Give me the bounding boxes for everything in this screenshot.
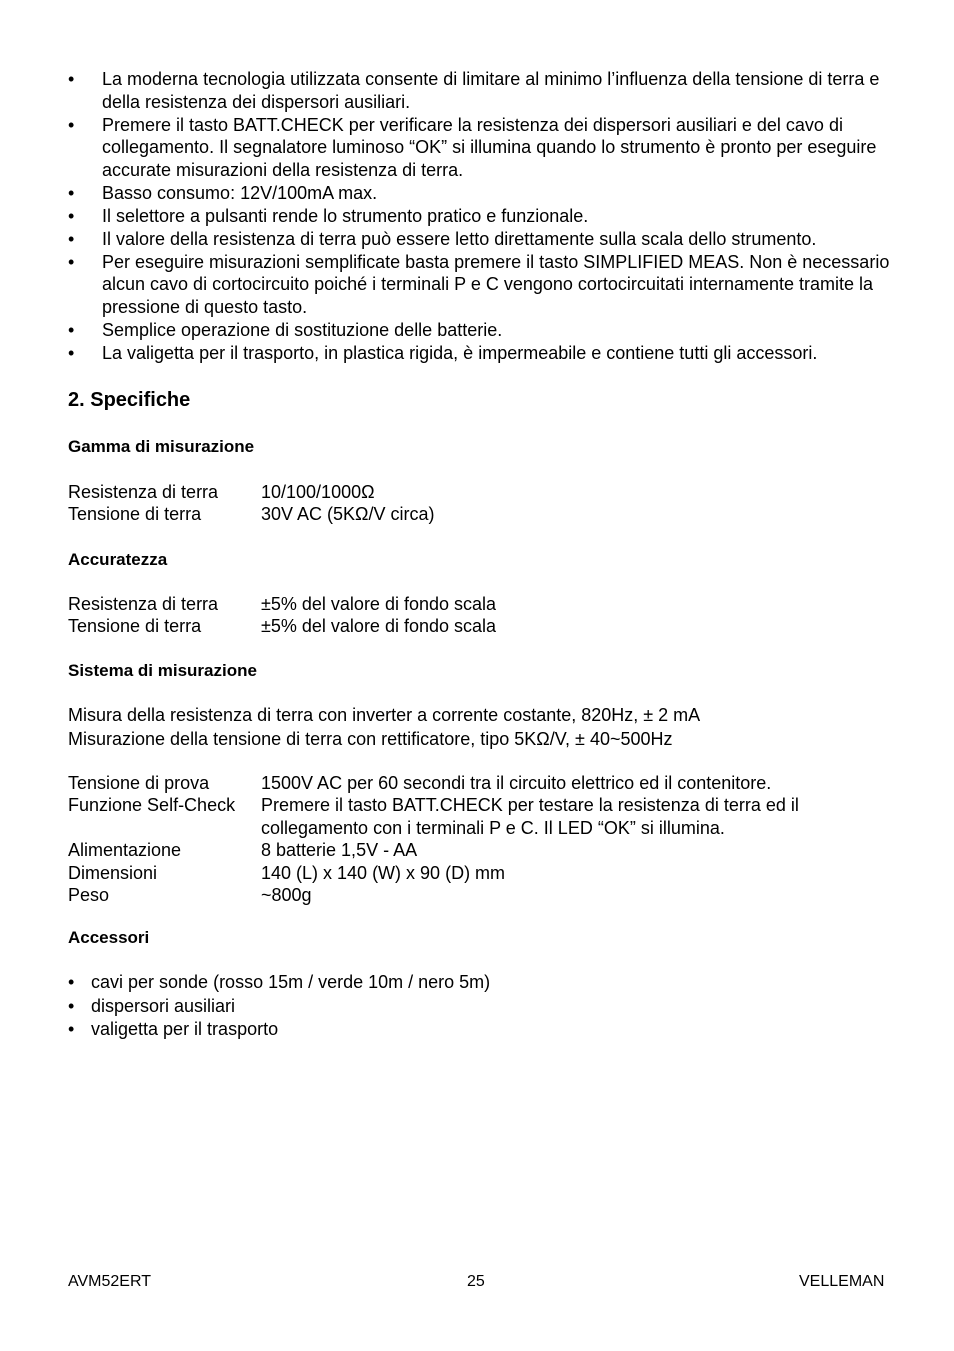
spec-value: ±5% del valore di fondo scala (261, 594, 497, 614)
feature-list (68, 68, 898, 365)
system-line: Misura della resistenza di terra con inverter a corrente costante, 820Hz, ± 2 mA (68, 705, 701, 725)
accuracy-heading: Accuratezza (68, 550, 168, 569)
list-item: • Basso consumo: 12V/100mA max. (68, 182, 378, 203)
table-row (68, 839, 888, 861)
spec-label: Funzione Self-Check (68, 795, 236, 816)
bullet-icon: • (68, 69, 75, 89)
spec-value: 140 (L) x 140 (W) x 90 (D) mm (261, 862, 506, 883)
bullet-icon: • (68, 995, 75, 1016)
accuracy-table (68, 593, 888, 638)
spec-label: Resistenza di terra (68, 594, 219, 614)
bullet-icon: • (68, 319, 75, 340)
spec-value: ±5% del valore di fondo scala (261, 616, 497, 637)
list-item: • Il selettore a pulsanti rende lo strumento pratico e funzionale. (68, 205, 589, 226)
spec-label: Resistenza di terra (68, 482, 219, 502)
list-item: • Semplice operazione di sostituzione delle batterie. (68, 319, 503, 340)
accessories-heading: Accessori (68, 928, 150, 947)
range-table (68, 481, 888, 526)
list-item: • Il valore della resistenza di terra può essere letto direttamente sulla scala dello strumento. (68, 228, 817, 249)
spec-value: 10/100/1000Ω (261, 482, 375, 502)
table-row (68, 481, 888, 503)
bullet-icon: • (68, 182, 75, 203)
system-heading: Sistema di misurazione (68, 661, 257, 680)
table-row (68, 593, 888, 615)
list-item: • La moderna tecnologia utilizzata consente di limitare al minimo l’influenza della tensione di terra e della resistenza dei dispersori ausiliari. (68, 69, 880, 112)
spec-label: Alimentazione (68, 840, 182, 861)
bullet-icon: • (68, 1019, 75, 1039)
footer-page-number: 25 (467, 1273, 485, 1290)
spec-value: ~800g (261, 885, 312, 906)
system-text (68, 704, 888, 751)
list-item: • Per eseguire misurazioni semplificate basta premere il tasto SIMPLIFIED MEAS. Non è necessario alcun cavo di cortocircuito poiché i terminali P e C vengono cortocircuitati internamente tramite la pressione di questo tasto. (68, 251, 890, 317)
system-line: Misurazione della tensione di terra con rettificatore, tipo 5KΩ/V, ± 40~500Hz (68, 728, 673, 749)
list-item: • cavi per sonde (rosso 15m / verde 10m / nero 5m) (68, 971, 490, 995)
table-row (68, 503, 888, 525)
spec-label: Tensione di prova (68, 773, 210, 793)
other-specs-table (68, 772, 888, 906)
list-item: • valigetta per il trasporto (68, 1018, 490, 1042)
bullet-icon: • (68, 972, 75, 992)
spec-value: 8 batterie 1,5V - AA (261, 840, 418, 861)
bullet-icon: • (68, 342, 75, 363)
spec-value: 1500V AC per 60 secondi tra il circuito elettrico ed il contenitore. (261, 773, 772, 793)
spec-value: Premere il tasto BATT.CHECK per testare la resistenza di terra ed il collegamento con i terminali P e C. Il LED “OK” si illumina. (261, 795, 799, 838)
spec-label: Peso (68, 885, 110, 906)
list-item: • La valigetta per il trasporto, in plastica rigida, è impermeabile e contiene tutti gli accessori. (68, 342, 818, 363)
bullet-icon: • (68, 114, 75, 135)
table-row (68, 772, 888, 794)
list-item: • Premere il tasto BATT.CHECK per verificare la resistenza dei dispersori ausiliari e del cavo di collegamento. Il segnalatore luminoso “OK” si illumina quando lo strumento è pronto per eseguire accurate misurazioni della resistenza di terra. (68, 114, 877, 180)
bullet-icon: • (68, 251, 75, 272)
spec-label: Tensione di terra (68, 504, 202, 525)
footer-model: AVM52ERT (68, 1273, 151, 1290)
footer-brand: VELLEMAN (799, 1273, 885, 1290)
table-row (68, 862, 888, 884)
bullet-icon: • (68, 205, 75, 226)
table-row (68, 884, 888, 906)
table-row (68, 794, 888, 839)
spec-value: 30V AC (5KΩ/V circa) (261, 504, 435, 525)
accessories-list (68, 971, 490, 1042)
table-row (68, 615, 888, 637)
range-heading: Gamma di misurazione (68, 437, 255, 456)
spec-label: Dimensioni (68, 862, 158, 883)
section-title: 2. Specifiche (68, 389, 191, 411)
bullet-icon: • (68, 228, 75, 249)
list-item: • dispersori ausiliari (68, 995, 490, 1019)
spec-label: Tensione di terra (68, 616, 202, 637)
